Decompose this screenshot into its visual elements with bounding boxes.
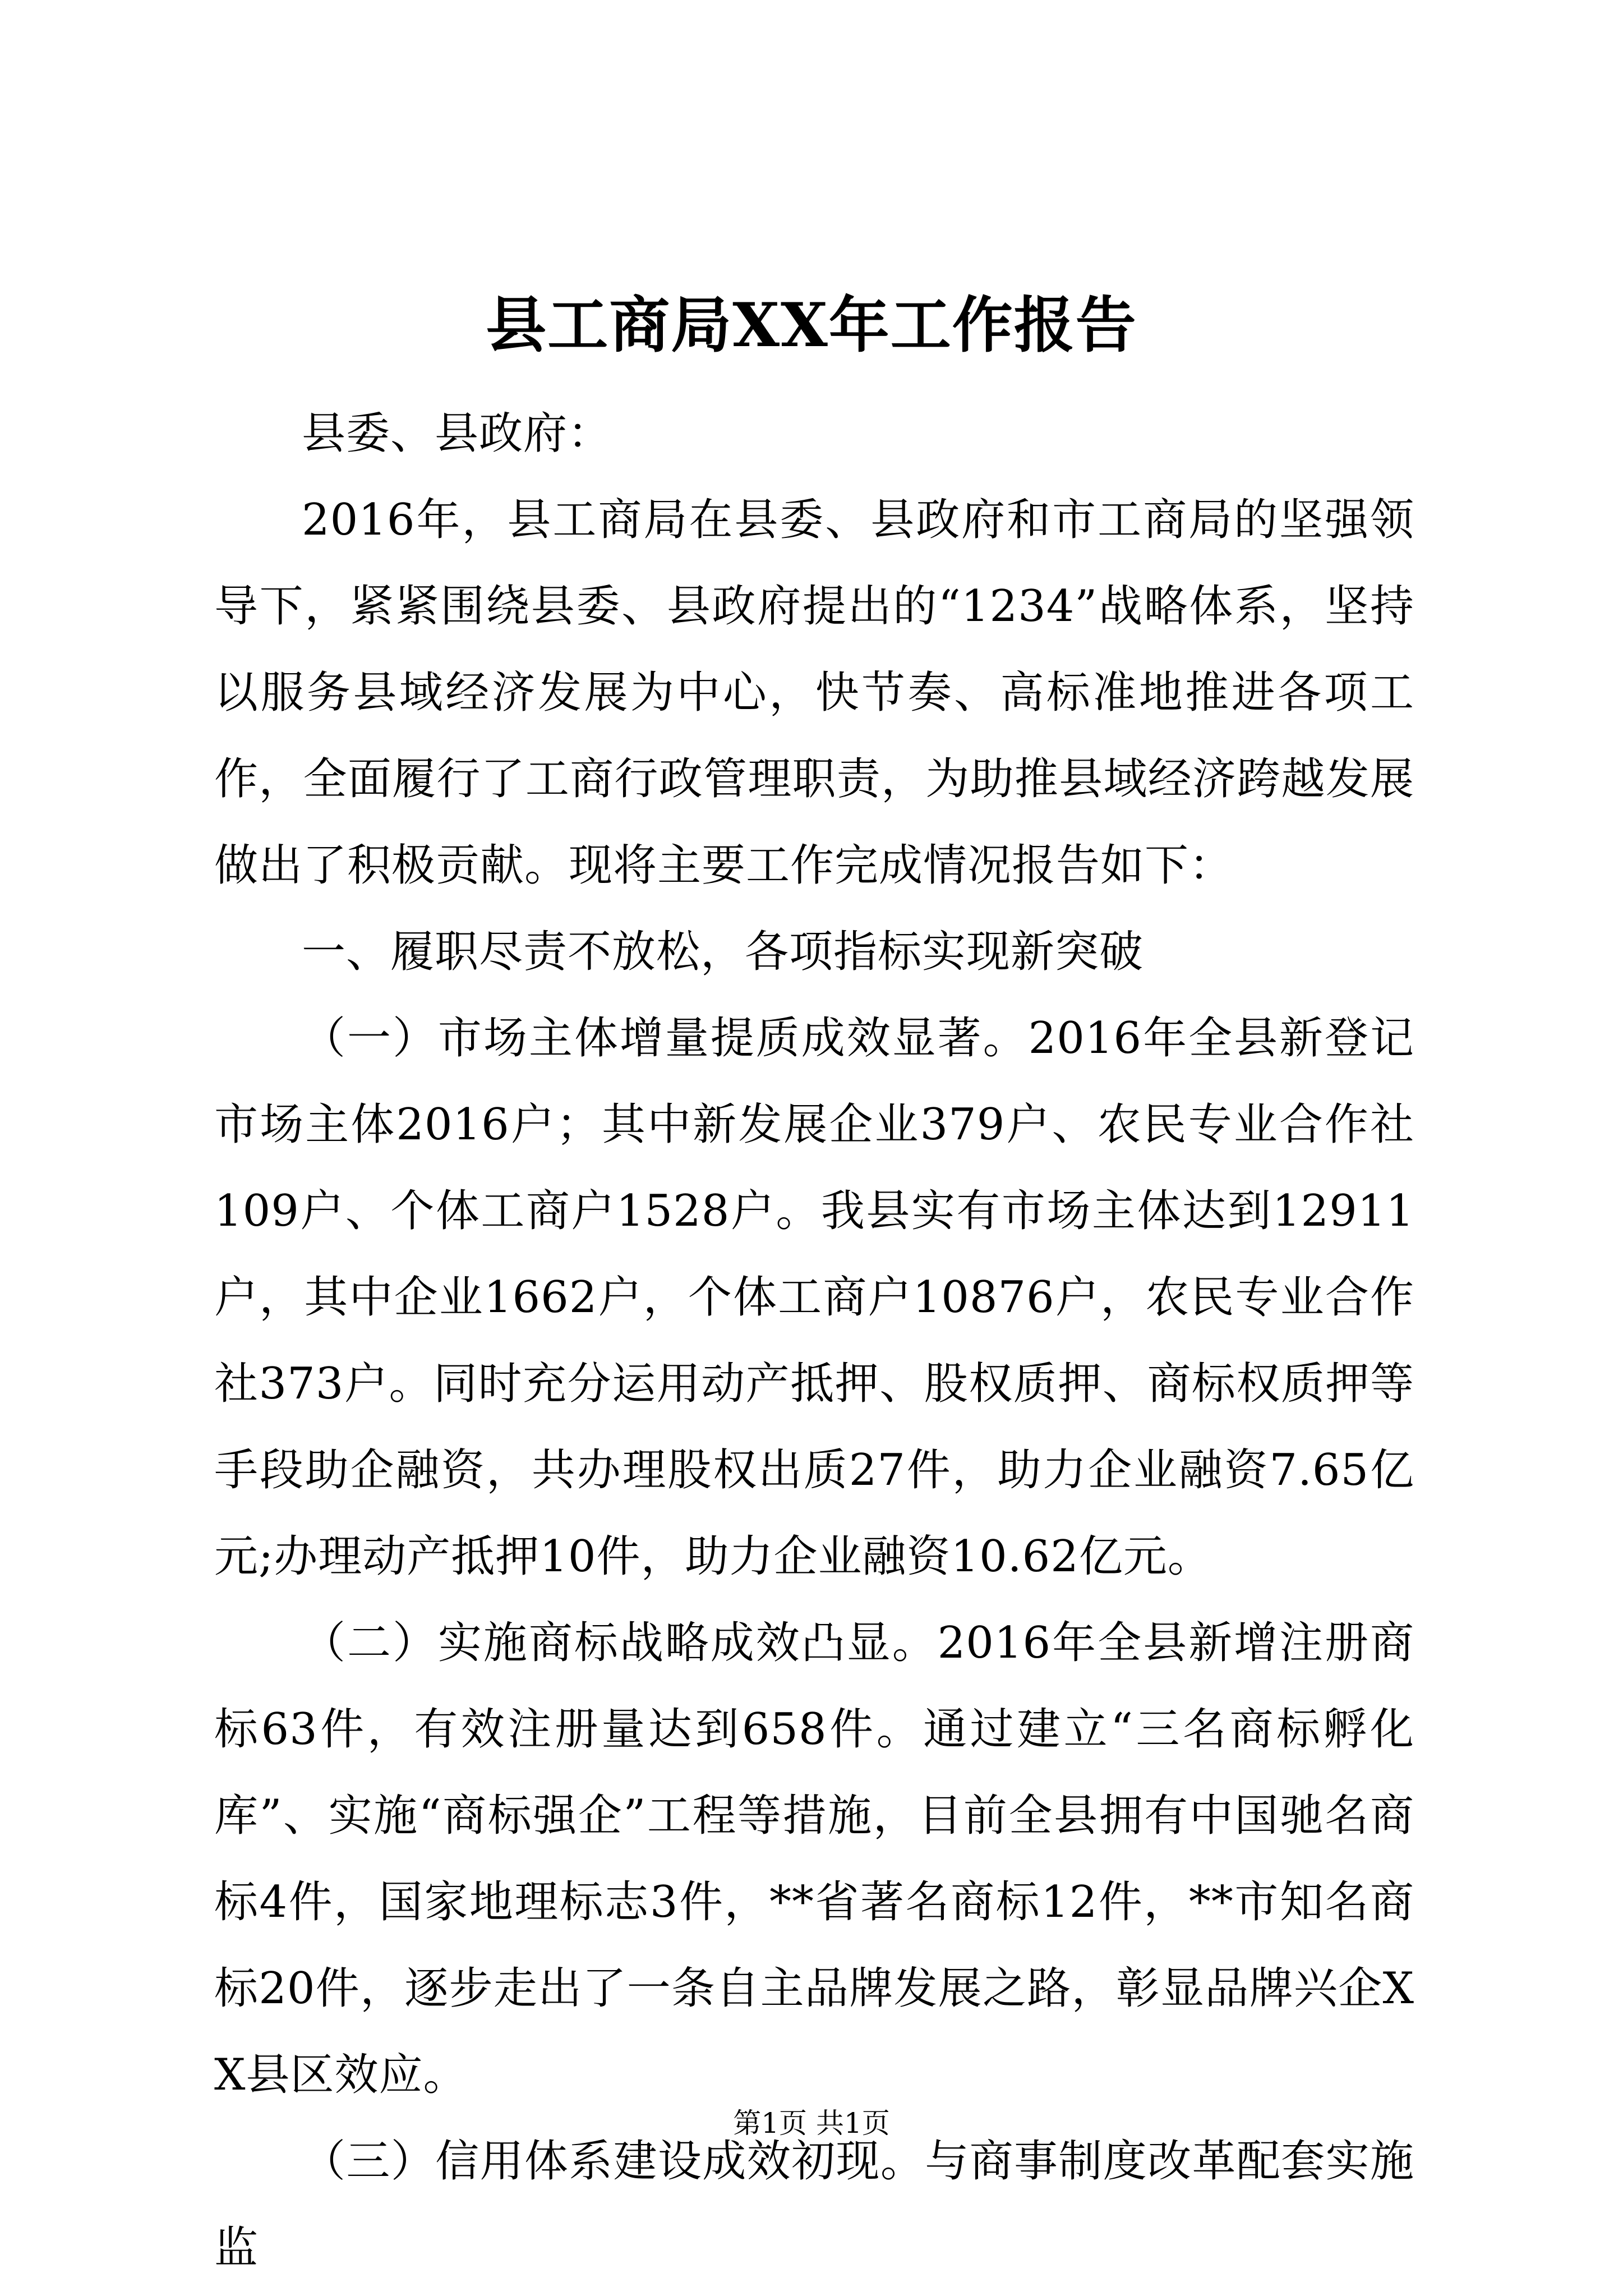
section-heading: 一、履职尽责不放松，各项指标实现新突破 xyxy=(302,927,1144,977)
document-body xyxy=(214,390,1414,2291)
paragraph-credit-system: （三）信用体系建设成效初现。与商事制度改革配套实施监 xyxy=(214,2136,1414,2273)
paragraph-trademark-strategy: （二）实施商标战略成效凸显。2016年全县新增注册商标63件，有效注册量达到658件。通过建立“三名商标孵化库”、实施“商标强企”工程等措施，目前全县拥有中国驰名商标4件，国家地理标志3件，**省著名商标12件，**市知名商标20件，逐步走出了一条自主品牌发展之路，彰显品牌兴企XX县区效应。 xyxy=(214,1618,1414,2100)
document-title: 县工商局XX年工作报告 xyxy=(486,290,1137,361)
page-footer: 第1页 共1页 xyxy=(733,2107,890,2139)
paragraph-intro: 2016年，县工商局在县委、县政府和市工商局的坚强领导下，紧紧围绕县委、县政府提出的“1234”战略体系，坚持以服务县域经济发展为中心，快节奏、高标准地推进各项工作，全面履行了工商行政管理职责，为助推县域经济跨越发展做出了积极贡献。现将主要工作完成情况报告如下： xyxy=(214,495,1414,891)
salutation: 县委、县政府： xyxy=(302,408,612,459)
paragraph-market-entities: （一）市场主体增量提质成效显著。2016年全县新登记市场主体2016户；其中新发展企业379户、农民专业合作社109户、个体工商户1528户。我县实有市场主体达到12911户，其中企业1662户，个体工商户10876户，农民专业合作社373户。同时充分运用动产抵押、股权质押、商标权质押等手段助企融资，共办理股权出质27件，助力企业融资7.65亿元;办理动产抵押10件，助力企业融资10.62亿元。 xyxy=(214,1013,1414,1582)
